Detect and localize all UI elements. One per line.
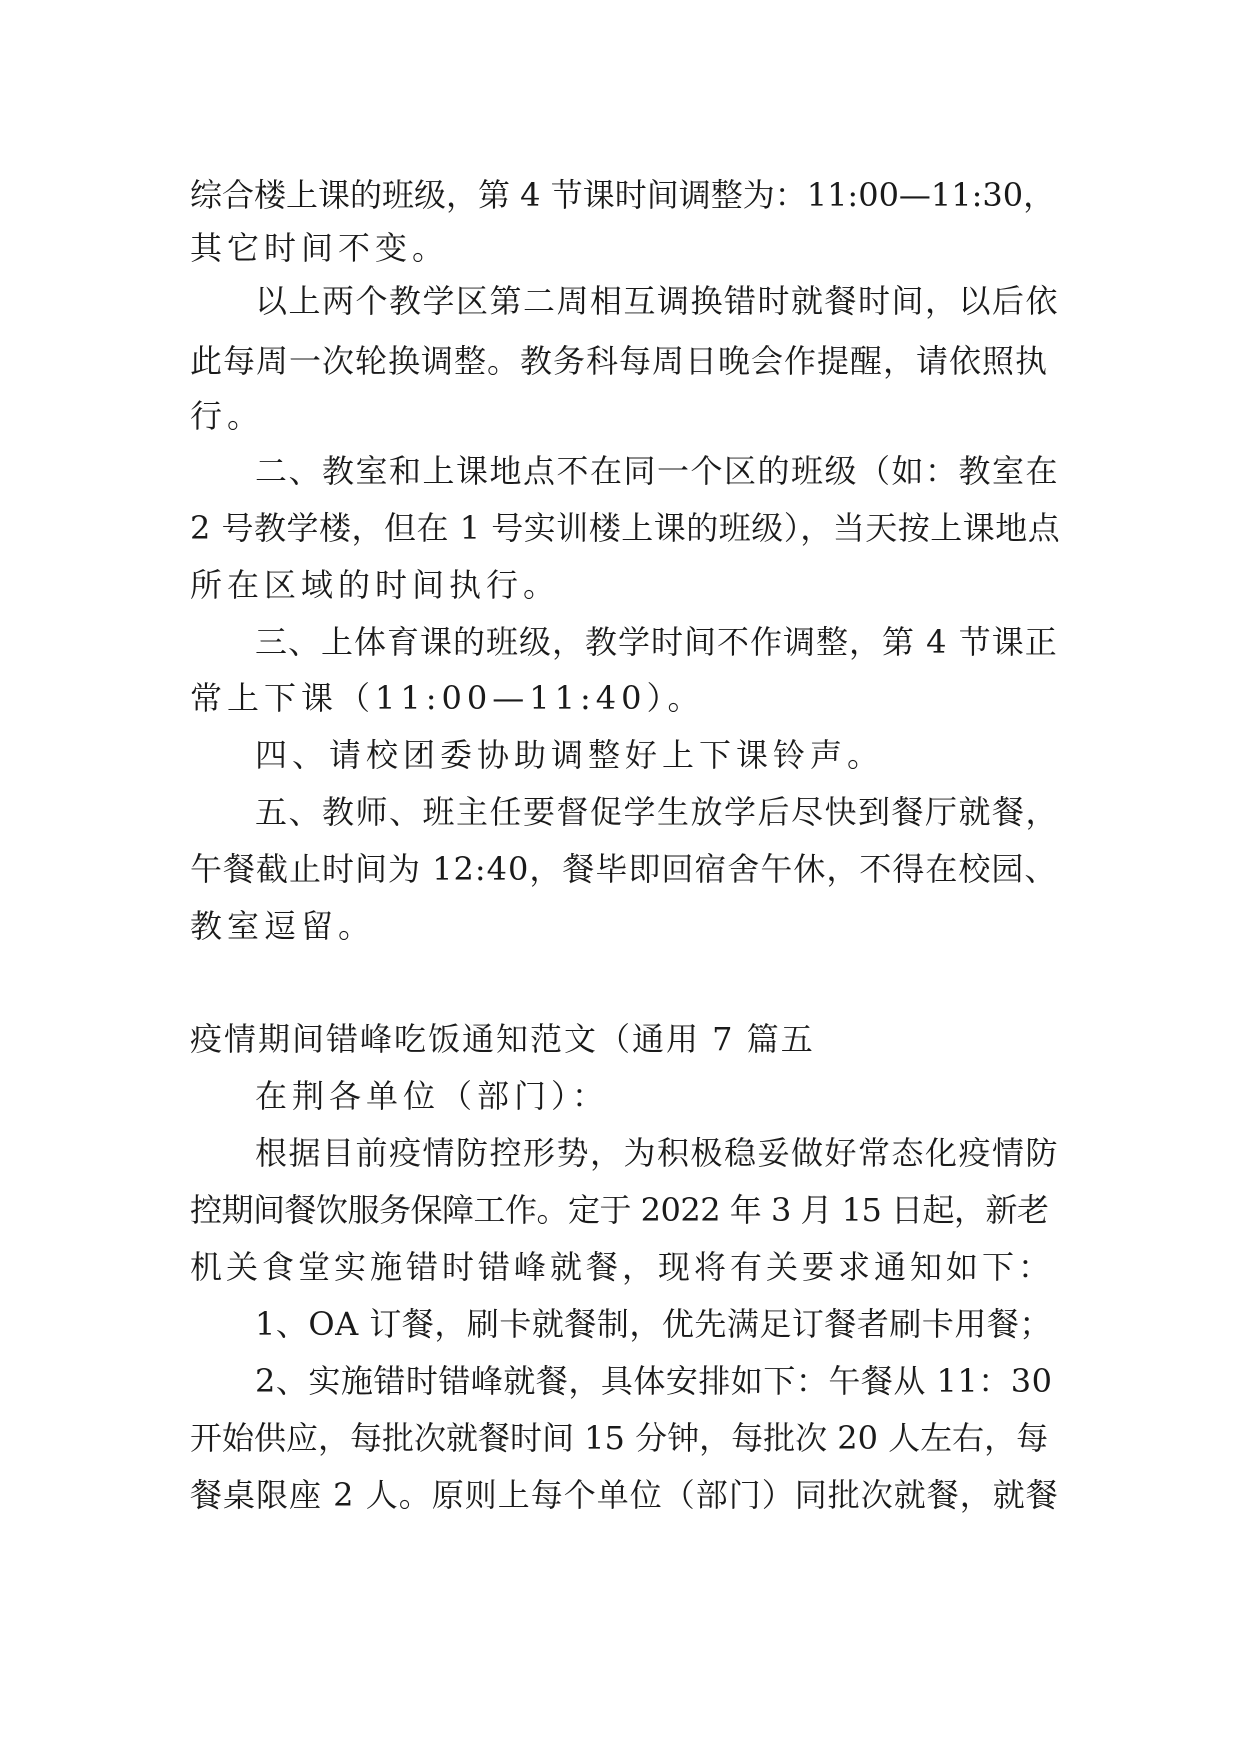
list-item-line: 1、OA 订餐，刷卡就餐制，优先满足订餐者刷卡用餐；: [255, 1305, 1052, 1343]
salutation-line: 在荆各单位（部门）：: [255, 1077, 610, 1115]
section-heading: 疫情期间错峰吃饭通知范文（通用 7 篇五: [190, 1020, 815, 1058]
paragraph-line: 2 号教学楼，但在 1 号实训楼上课的班级），当天按上课地点: [190, 509, 1061, 547]
paragraph-line: 根据目前疫情防控形势，为积极稳妥做好常态化疫情防: [255, 1134, 1060, 1172]
paragraph-line: 四、请校团委协助调整好上下课铃声。: [255, 736, 885, 774]
paragraph-line: 此每周一次轮换调整。教务科每周日晚会作提醒，请依照执: [190, 342, 1049, 380]
paragraph-line: 机关食堂实施错时错峰就餐，现将有关要求通知如下：: [190, 1248, 1055, 1286]
paragraph-line: 二、教室和上课地点不在同一个区的班级（如：教室在: [255, 452, 1060, 490]
paragraph-line: 其它时间不变。: [190, 229, 450, 267]
list-item-line: 2、实施错时错峰就餐，具体安排如下：午餐从 11：30: [255, 1362, 1053, 1400]
paragraph-line: 行。: [190, 397, 265, 435]
paragraph-line: 餐桌限座 2 人。原则上每个单位（部门）同批次就餐，就餐: [190, 1476, 1059, 1514]
paragraph-line: 午餐截止时间为 12:40，餐毕即回宿舍午休，不得在校园、: [190, 850, 1058, 888]
paragraph-line: 以上两个教学区第二周相互调换错时就餐时间，以后依: [255, 282, 1060, 320]
paragraph-line: 所在区域的时间执行。: [190, 566, 561, 604]
paragraph-line: 三、上体育课的班级，教学时间不作调整，第 4 节课正: [255, 623, 1058, 661]
paragraph-line: 开始供应，每批次就餐时间 15 分钟，每批次 20 人左右，每: [190, 1419, 1049, 1457]
paragraph-line: 五、教师、班主任要督促学生放学后尽快到餐厅就餐，: [255, 793, 1060, 831]
paragraph-line: 常上下课（11:00—11:40）。: [190, 679, 705, 717]
paragraph-line: 控期间餐饮服务保障工作。定于 2022 年 3 月 15 日起，新老: [190, 1191, 1049, 1229]
paragraph-line: 综合楼上课的班级，第 4 节课时间调整为：11:00—11:30，: [190, 176, 1056, 214]
paragraph-line: 教室逗留。: [190, 907, 376, 945]
